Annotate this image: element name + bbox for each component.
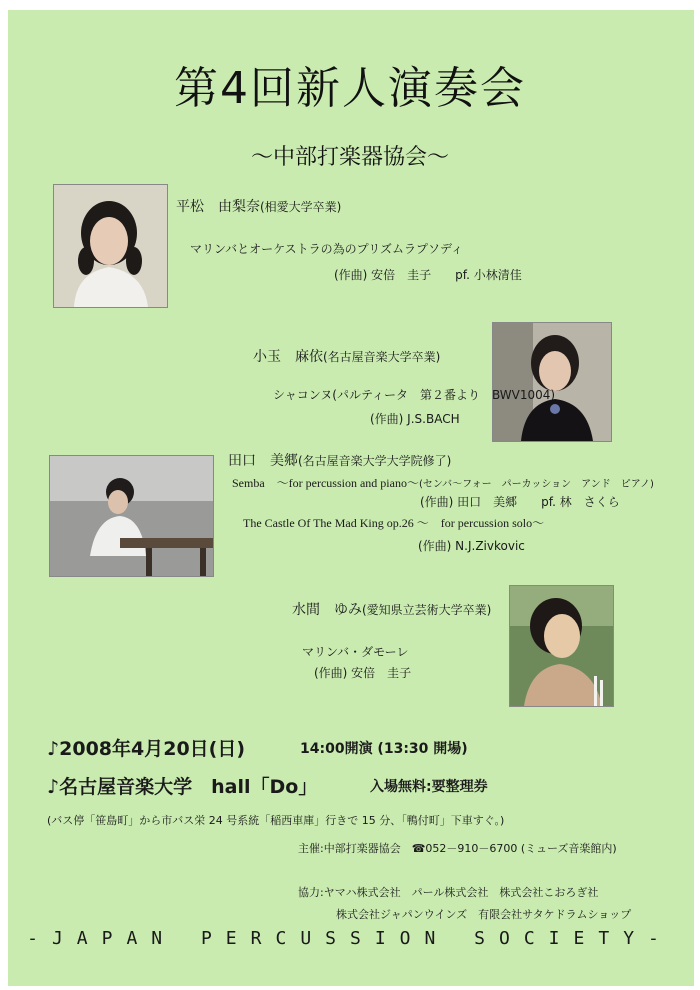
organizer-info: 主催:中部打楽器協会 ☎052－910－6700 (ミューズ音楽館内) [298,842,617,855]
event-time: 14:00開演 (13:30 開場) [300,741,468,757]
performer-name: 水間 ゆみ(愛知県立芸術大学卒業) [292,602,492,618]
performer-name: 田口 美郷(名古屋音楽大学大学院修了) [228,453,452,469]
performer-name: 小玉 麻依(名古屋音楽大学卒業) [253,349,441,365]
performer-composer: (作曲) N.J.Zivkovic [418,539,525,553]
performer-work: The Castle Of The Mad King op.26 ～ for percussion solo～ [243,516,545,530]
performer-composer: (作曲) J.S.BACH [370,412,460,426]
performer-composer: (作曲) 田口 美郷 pf. 林 さくら [420,495,620,509]
performer-photo-taguchi [49,455,214,577]
performer-work: マリンバとオーケストラの為のプリズムラプソディ [190,242,464,256]
performer-composer: (作曲) 安倍 圭子 pf. 小林清佳 [334,268,522,282]
performer-name: 平松 由梨奈(相愛大学卒業) [176,199,342,215]
performer-photo-hiramatsu [53,184,168,308]
performer-photo-mizuma [509,585,614,707]
sponsor-line: 協力:ヤマハ株式会社 パール株式会社 株式会社こおろぎ社 [298,886,599,899]
event-access: (バス停「笹島町」から市バス栄 24 号系統「稲西車庫」行きで 15 分、「鴨付町」下車すぐ。) [47,814,505,827]
performer-work: マリンバ・ダモーレ [302,645,409,659]
organization-subtitle: ～中部打楽器協会～ [250,145,449,170]
event-venue: ♪名古屋音楽大学 hall「Do」 [47,776,318,798]
sponsor-line: 株式会社ジャパンウインズ 有限会社サタケドラムショップ [336,908,632,921]
concert-title: 第4回新人演奏会 [174,63,526,114]
performer-work: Semba ～for percussion and piano～(センバ～フォー パーカッション アンド ピアノ) [232,476,654,490]
event-date: ♪2008年4月20日(日) [47,738,246,760]
performer-photo-kodama [492,322,612,442]
performer-work: シャコンヌ(パルティータ 第２番より BWV1004) [273,388,556,402]
footer-society: -JAPAN PERCUSSION SOCIETY- [27,928,673,949]
performer-composer: (作曲) 安倍 圭子 [314,666,412,680]
event-admission: 入場無料:要整理券 [370,779,488,795]
